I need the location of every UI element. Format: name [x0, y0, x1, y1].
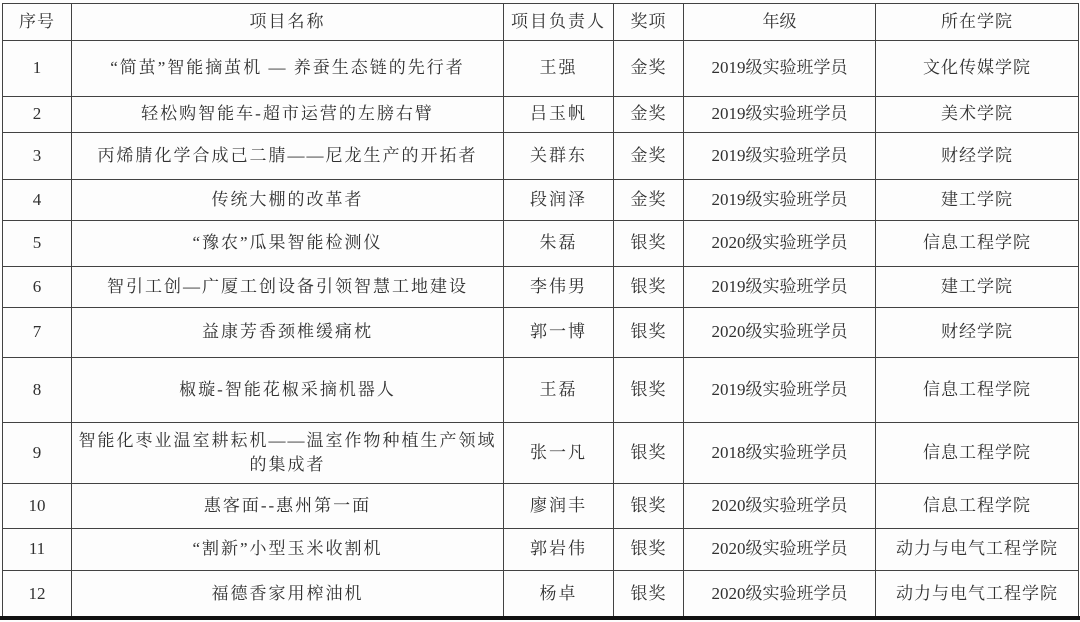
table-row	[3, 358, 1079, 423]
cell-index: 11	[3, 529, 72, 571]
cell-college: 动力与电气工程学院	[876, 529, 1079, 571]
header-row	[3, 4, 1079, 41]
cell-name: 惠客面--惠州第一面	[72, 484, 504, 529]
cell-index: 8	[3, 358, 72, 423]
cell-college: 建工学院	[876, 267, 1079, 308]
cell-grade: 2018级实验班学员	[684, 423, 876, 484]
cell-name: “割新”小型玉米收割机	[72, 529, 504, 571]
cell-name: 丙烯腈化学合成己二腈——尼龙生产的开拓者	[72, 133, 504, 180]
cell-college: 信息工程学院	[876, 484, 1079, 529]
cell-college: 美术学院	[876, 97, 1079, 133]
cell-index: 9	[3, 423, 72, 484]
cell-name: 福德香家用榨油机	[72, 571, 504, 619]
table-body	[3, 41, 1079, 619]
cell-award: 银奖	[614, 308, 684, 358]
cell-award: 银奖	[614, 358, 684, 423]
column-header-grade: 年级	[684, 4, 876, 41]
cell-leader: 李伟男	[504, 267, 614, 308]
cell-award: 银奖	[614, 221, 684, 267]
column-header-leader: 项目负责人	[504, 4, 614, 41]
column-header-award: 奖项	[614, 4, 684, 41]
cell-college: 信息工程学院	[876, 358, 1079, 423]
cell-leader: 关群东	[504, 133, 614, 180]
cell-award: 银奖	[614, 571, 684, 619]
cell-college: 建工学院	[876, 180, 1079, 221]
cell-index: 5	[3, 221, 72, 267]
cell-grade: 2019级实验班学员	[684, 133, 876, 180]
table-row	[3, 571, 1079, 619]
table-row	[3, 180, 1079, 221]
cell-grade: 2020级实验班学员	[684, 308, 876, 358]
cell-index: 10	[3, 484, 72, 529]
table-row	[3, 267, 1079, 308]
column-header-name: 项目名称	[72, 4, 504, 41]
cell-leader: 段润泽	[504, 180, 614, 221]
cell-grade: 2019级实验班学员	[684, 97, 876, 133]
cell-name: 智引工创—广厦工创设备引领智慧工地建设	[72, 267, 504, 308]
cell-award: 银奖	[614, 529, 684, 571]
awards-table	[2, 3, 1079, 619]
table-row	[3, 97, 1079, 133]
cell-index: 7	[3, 308, 72, 358]
cell-name: 智能化枣业温室耕耘机——温室作物种植生产领域的集成者	[72, 423, 504, 484]
cell-leader: 郭一博	[504, 308, 614, 358]
cell-award: 金奖	[614, 133, 684, 180]
cell-name: 椒璇-智能花椒采摘机器人	[72, 358, 504, 423]
cell-grade: 2020级实验班学员	[684, 529, 876, 571]
cell-grade: 2019级实验班学员	[684, 358, 876, 423]
cell-college: 财经学院	[876, 308, 1079, 358]
cell-index: 2	[3, 97, 72, 133]
cell-index: 12	[3, 571, 72, 619]
cell-leader: 张一凡	[504, 423, 614, 484]
cell-name: “豫农”瓜果智能检测仪	[72, 221, 504, 267]
cell-grade: 2019级实验班学员	[684, 267, 876, 308]
table-row	[3, 221, 1079, 267]
cell-college: 文化传媒学院	[876, 41, 1079, 97]
cell-grade: 2020级实验班学员	[684, 571, 876, 619]
cell-leader: 朱磊	[504, 221, 614, 267]
cell-leader: 王强	[504, 41, 614, 97]
cell-name: 益康芳香颈椎缓痛枕	[72, 308, 504, 358]
table-row	[3, 423, 1079, 484]
cell-award: 银奖	[614, 484, 684, 529]
cell-grade: 2020级实验班学员	[684, 221, 876, 267]
cell-award: 银奖	[614, 267, 684, 308]
cell-index: 6	[3, 267, 72, 308]
table-row	[3, 41, 1079, 97]
bottom-rule	[0, 616, 1080, 620]
cell-college: 信息工程学院	[876, 423, 1079, 484]
table-header	[3, 4, 1079, 41]
cell-name: 轻松购智能车-超市运营的左膀右臂	[72, 97, 504, 133]
cell-leader: 王磊	[504, 358, 614, 423]
cell-award: 银奖	[614, 423, 684, 484]
column-header-college: 所在学院	[876, 4, 1079, 41]
cell-index: 1	[3, 41, 72, 97]
column-header-index: 序号	[3, 4, 72, 41]
cell-college: 信息工程学院	[876, 221, 1079, 267]
table-row	[3, 308, 1079, 358]
table-row	[3, 133, 1079, 180]
table-row	[3, 529, 1079, 571]
cell-grade: 2019级实验班学员	[684, 180, 876, 221]
cell-leader: 廖润丰	[504, 484, 614, 529]
cell-college: 财经学院	[876, 133, 1079, 180]
cell-name: 传统大棚的改革者	[72, 180, 504, 221]
cell-index: 3	[3, 133, 72, 180]
cell-college: 动力与电气工程学院	[876, 571, 1079, 619]
cell-award: 金奖	[614, 180, 684, 221]
cell-leader: 杨卓	[504, 571, 614, 619]
cell-leader: 郭岩伟	[504, 529, 614, 571]
table-row	[3, 484, 1079, 529]
cell-grade: 2019级实验班学员	[684, 41, 876, 97]
cell-name: “简茧”智能摘茧机 — 养蚕生态链的先行者	[72, 41, 504, 97]
cell-award: 金奖	[614, 41, 684, 97]
cell-grade: 2020级实验班学员	[684, 484, 876, 529]
cell-index: 4	[3, 180, 72, 221]
cell-award: 金奖	[614, 97, 684, 133]
cell-leader: 吕玉帆	[504, 97, 614, 133]
